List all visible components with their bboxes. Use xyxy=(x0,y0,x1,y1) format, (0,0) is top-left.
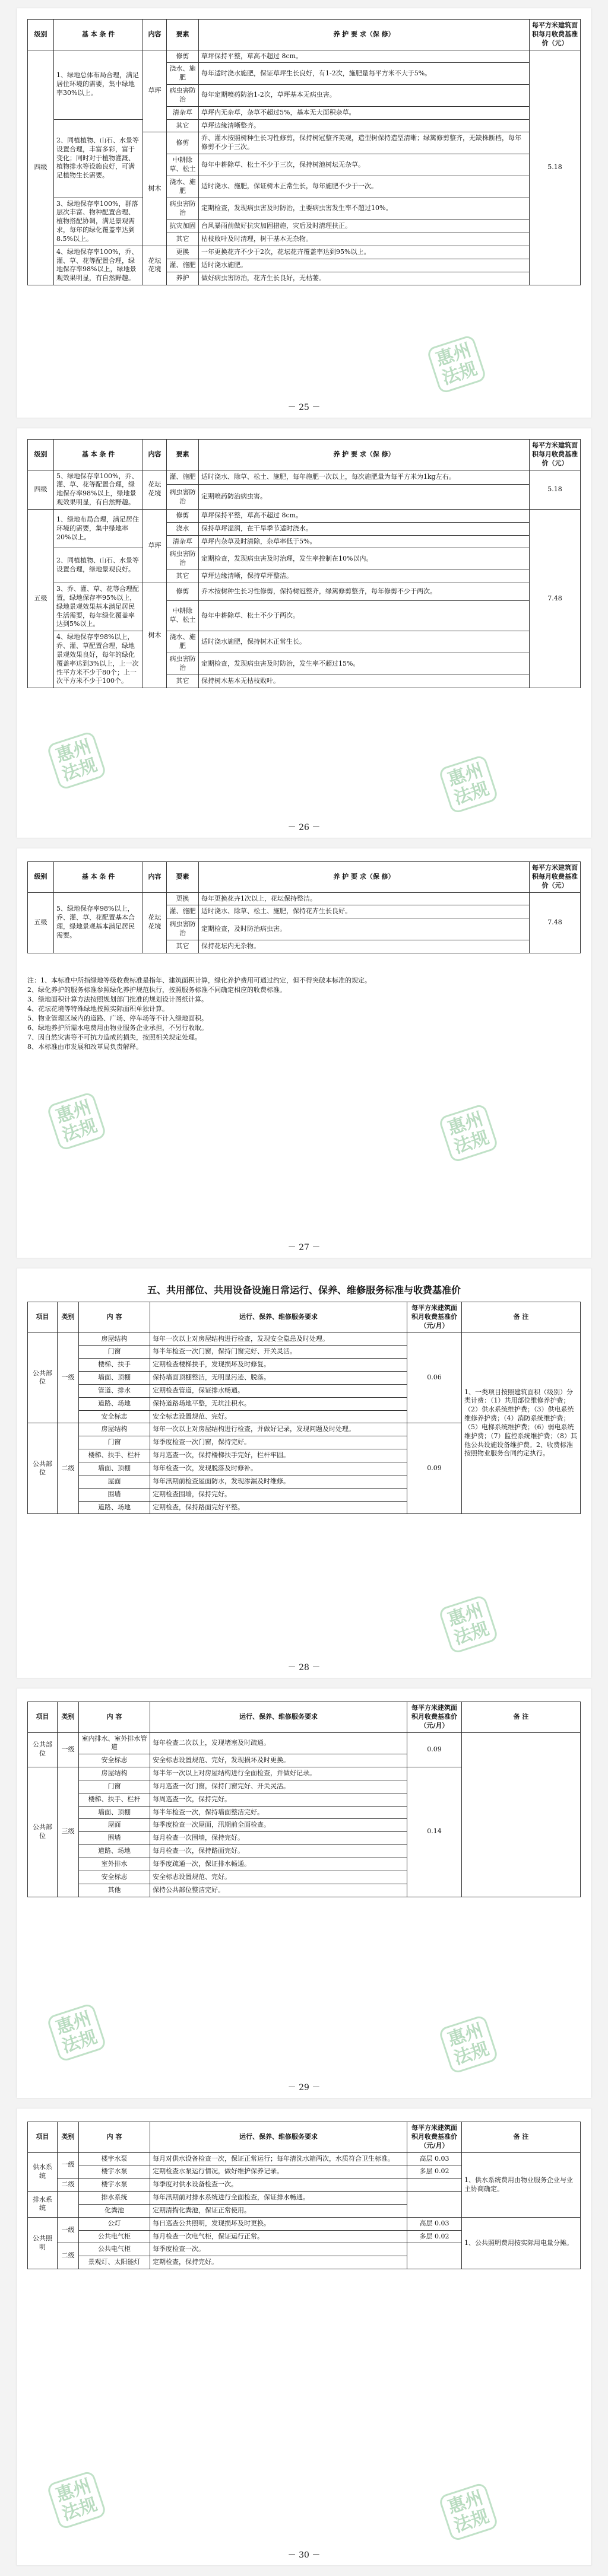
element-cell: 病虫害防治 xyxy=(167,198,199,220)
col-header-project: 项目 xyxy=(28,2122,58,2153)
col-header-grade: 类别 xyxy=(58,1302,79,1333)
condition-cell: 2、同植植物、山石、水景等设置合理，丰富多彩，富于变化；同时对于植物灌溉、植物排水等设施良好，可满足植物生长需要。 xyxy=(54,119,143,198)
requirement-cell: 草坪保持平整，草高不超过 8cm。 xyxy=(199,50,530,63)
element-cell: 更换 xyxy=(167,246,199,259)
content-cell: 门窗 xyxy=(79,1780,150,1793)
col-header-project: 项目 xyxy=(28,1702,58,1733)
requirement-cell: 每月检查一次，保持路面完好。 xyxy=(150,1845,407,1858)
remark-cell: 1、供水系统费用由物业服务企业与业主协商确定。 xyxy=(462,2152,581,2217)
element-cell: 灌、施肥 xyxy=(167,905,199,918)
requirement-cell: 适时浇水施肥，保持树木正常生长。 xyxy=(199,631,530,653)
requirement-cell: 每年更换花卉1次以上，花坛保持整洁。 xyxy=(199,892,530,905)
col-header-element: 要素 xyxy=(167,440,199,470)
content-cell: 道路、场地 xyxy=(79,1845,150,1858)
col-header-condition: 基 本 条 件 xyxy=(54,20,143,50)
category-cell: 花坛花境 xyxy=(143,892,167,953)
requirement-cell: 每半年检查一次门窗，保持门窗完好、开关灵活。 xyxy=(150,1346,407,1359)
col-header-element: 要素 xyxy=(167,20,199,50)
requirement-cell: 草坪边缘清晰整齐。 xyxy=(199,119,530,132)
price-cell xyxy=(407,2243,462,2269)
common-facility-table-3 xyxy=(27,2122,581,2269)
requirement-cell: 每半年检查一次，保持墙面整洁完好。 xyxy=(150,1806,407,1819)
level-cell: 五级 xyxy=(28,509,54,688)
grade-cell: 二级 xyxy=(58,1423,79,1514)
content-cell: 门窗 xyxy=(79,1436,150,1449)
requirement-cell: 定期检查，发现病虫害及时防治，发生率不超过15%。 xyxy=(199,653,530,675)
note-line: 6、绿地养护所需水电费用由物业服务企业承担，不另行收取。 xyxy=(27,1023,208,1032)
category-cell: 树木 xyxy=(143,583,167,688)
level-cell: 五级 xyxy=(28,892,54,953)
requirement-cell: 每年定期喷药防治1-2次，草坪基本无病虫害。 xyxy=(199,85,530,107)
page-number: － 28 － xyxy=(287,1663,321,1672)
requirement-cell: 定期清掏化粪池，保证正常使用。 xyxy=(150,2204,407,2217)
grade-cell: 一级 xyxy=(58,2217,79,2243)
condition-cell: 4、绿地保存率100%，乔、灌、草、花等配置合理，绿地保存率98%以上，绿地景观效果明显，有自然野趣。 xyxy=(54,246,143,285)
element-cell: 病虫害防治 xyxy=(167,918,199,940)
col-header-price: 每平方米建筑面积每月收费基准价（元） xyxy=(530,862,581,893)
page-number: － 26 － xyxy=(287,823,321,832)
note-line: 5、物业管理区域内的道路、广场、停车场等不计入绿地面积。 xyxy=(27,1014,208,1022)
requirement-cell: 适时浇水施肥。 xyxy=(199,259,530,272)
element-cell: 病虫害防治 xyxy=(167,548,199,570)
project-cell: 公共部位 xyxy=(28,1423,58,1514)
content-cell: 公共电气柜 xyxy=(79,2243,150,2256)
requirement-cell: 保持花坛内无杂物。 xyxy=(199,940,530,953)
requirement-cell: 每日巡查公共照明，发现损坏及时更换。 xyxy=(150,2217,407,2230)
watermark-stamp: 惠州 法规 xyxy=(426,334,487,394)
col-header-condition: 基 本 条 件 xyxy=(54,862,143,893)
content-cell: 房屋结构 xyxy=(79,1767,150,1780)
project-cell: 供水系统 xyxy=(28,2152,58,2192)
requirement-cell: 定期检查，发现病虫害及时治理，发生率控制在10%以内。 xyxy=(199,548,530,570)
element-cell: 中耕除草、松土 xyxy=(167,601,199,631)
element-cell: 浇水、施肥 xyxy=(167,176,199,198)
requirement-cell: 定期检查，保持路面完好平整。 xyxy=(150,1501,407,1514)
col-header-project: 项目 xyxy=(28,1302,58,1333)
requirement-cell: 定期检查水泵运行情况，做好维护保养记录。 xyxy=(150,2165,407,2179)
note-line: 7、因自然灾害等不可抗力造成的损失，按照相关规定处理。 xyxy=(27,1033,201,1041)
requirement-cell: 每季度检查一次屋面，汛期前全面检查。 xyxy=(150,1819,407,1832)
element-cell: 病虫害防治 xyxy=(167,485,199,510)
content-cell: 安全标志 xyxy=(79,1871,150,1884)
requirement-cell: 定期检查楼梯扶手，发现损坏及时修复。 xyxy=(150,1359,407,1372)
project-cell: 公共照明 xyxy=(28,2217,58,2269)
page-30 xyxy=(17,2108,591,2565)
grade-cell: 二级 xyxy=(58,2243,79,2269)
content-cell: 景观灯、太阳能灯 xyxy=(79,2256,150,2269)
content-cell: 道路、场地 xyxy=(79,1501,150,1514)
col-header-grade: 类别 xyxy=(58,2122,79,2153)
content-cell: 围墙 xyxy=(79,1832,150,1845)
element-cell: 养护 xyxy=(167,272,199,285)
content-cell: 门窗 xyxy=(79,1346,150,1359)
requirement-cell: 定期检查围墙，保持完好。 xyxy=(150,1488,407,1501)
element-cell: 清杂草 xyxy=(167,535,199,548)
requirement-cell: 每月巡查一次门窗，保持门窗完好、开关灵活。 xyxy=(150,1780,407,1793)
requirement-cell: 安全标志设置规范、完好。 xyxy=(150,1410,407,1423)
content-cell: 房屋结构 xyxy=(79,1332,150,1346)
page-27 xyxy=(17,848,591,1258)
price-cell xyxy=(407,2192,462,2218)
page-number: － 29 － xyxy=(287,2083,321,2092)
content-cell: 室外排水 xyxy=(79,1858,150,1871)
price-cell: 0.09 xyxy=(407,1732,462,1767)
requirement-cell: 适时浇水、除草、松土、施肥，保持花卉生长良好。 xyxy=(199,905,530,918)
content-cell: 楼梯、扶手、栏杆 xyxy=(79,1449,150,1462)
condition-cell: 2、同植植物、山石、水景等设置合理，绿地景观良好。 xyxy=(54,548,143,583)
requirement-cell: 安全标志设置规范、完好，发现损坏及时更换。 xyxy=(150,1754,407,1767)
watermark-stamp: 惠州 法规 xyxy=(438,2014,499,2074)
requirement-cell: 每季度检查一次。 xyxy=(150,2243,407,2256)
page-number: － 25 － xyxy=(287,403,321,412)
element-cell: 病虫害防治 xyxy=(167,85,199,107)
col-header-requirement: 养 护 要 求（保 修） xyxy=(199,440,530,470)
requirement-cell: 每周巡查一次，保持完好。 xyxy=(150,1793,407,1806)
content-cell: 管道、排水 xyxy=(79,1384,150,1397)
requirement-cell: 保持草坪湿润，在干旱季节适时浇水。 xyxy=(199,522,530,535)
content-cell: 楼宇水泵 xyxy=(79,2152,150,2165)
requirement-cell: 每年中耕除草、松土不少于三次，保持树池树坛无杂草。 xyxy=(199,154,530,176)
requirement-cell: 每年汛期前对排水系统进行全面检查，保证排水畅通。 xyxy=(150,2192,407,2205)
col-header-level: 级别 xyxy=(28,862,54,893)
requirement-cell: 安全标志设置规范、完好。 xyxy=(150,1871,407,1884)
content-cell: 楼宇水泵 xyxy=(79,2179,150,2192)
requirement-cell: 每年中耕除草、松土不少于两次。 xyxy=(199,601,530,631)
content-cell: 安全标志 xyxy=(79,1754,150,1767)
col-header-element: 要素 xyxy=(167,862,199,893)
note-line: 2、绿化养护的服务标准参照绿化养护规范执行，按照服务标准不同确定相应的收费标准。 xyxy=(27,985,286,994)
requirement-cell: 保持公共部位整洁完好。 xyxy=(150,1884,407,1897)
element-cell: 更换 xyxy=(167,892,199,905)
content-cell: 化粪池 xyxy=(79,2204,150,2217)
element-cell: 修剪 xyxy=(167,132,199,154)
requirement-cell: 定期检查，保持完好。 xyxy=(150,2256,407,2269)
requirement-cell: 每年一次以上对房屋结构进行检查，发现安全隐患及时处理。 xyxy=(150,1332,407,1346)
grade-cell: 三级 xyxy=(58,1767,79,1897)
requirement-cell: 定期喷药防治病虫害。 xyxy=(199,485,530,510)
condition-cell: 5、绿地保存率98%以上，乔、灌、草、花配置基本合理，绿地景观基本满足居民需要。 xyxy=(54,892,143,953)
requirement-cell: 定期检查，发现病虫害及时防治，主要病虫害发生率不超过10%。 xyxy=(199,198,530,220)
element-cell: 浇水、施肥 xyxy=(167,63,199,85)
watermark-stamp: 惠州 法规 xyxy=(438,2482,499,2542)
col-header-requirement: 养 护 要 求（保 修） xyxy=(199,20,530,50)
col-header-price: 每平方米建筑面积月收费基准价（元/月） xyxy=(407,2122,462,2153)
content-cell: 楼梯、扶手 xyxy=(79,1359,150,1372)
requirement-cell: 每年适时浇水施肥，保证草坪生长良好，有1-2次，施肥量每平方米不大于5%。 xyxy=(199,63,530,85)
price-cell: 5.18 xyxy=(530,50,581,285)
condition-cell: 3、乔、灌、草、花等合理配置，绿地保存率95%以上，绿地景观效果基本满足居民生活需要，每年绿化覆盖率达到5%以上。 xyxy=(54,583,143,631)
price-cell: 0.09 xyxy=(407,1423,462,1514)
content-cell: 围墙 xyxy=(79,1488,150,1501)
project-cell: 公共部位 xyxy=(28,1732,58,1767)
watermark-stamp: 惠州 法规 xyxy=(438,1594,499,1654)
col-header-content: 内 容 xyxy=(79,1702,150,1733)
col-header-content: 内 容 xyxy=(79,2122,150,2153)
requirement-cell: 每季度疏通一次，保证排水畅通。 xyxy=(150,1858,407,1871)
condition-cell: 4、绿地保存率98%以上，乔、灌、草配置合理，绿地景观效果良好，每年的绿化覆盖率达到3%以上，上一次性平方米不少于80个；上一次平方米不少于100个。 xyxy=(54,631,143,688)
col-header-grade: 类别 xyxy=(58,1702,79,1733)
content-cell: 墙面、顶棚 xyxy=(79,1462,150,1475)
level-cell: 四级 xyxy=(28,470,54,509)
requirement-cell: 每年检查二次以上，发现堵塞及时疏通。 xyxy=(150,1732,407,1754)
element-cell: 抗灾加固 xyxy=(167,220,199,233)
content-cell: 屋面 xyxy=(79,1475,150,1488)
greening-table-2 xyxy=(27,439,581,688)
watermark-stamp: 惠州 法规 xyxy=(46,730,107,790)
content-cell: 墙面、顶棚 xyxy=(79,1372,150,1385)
category-cell: 树木 xyxy=(143,132,167,246)
price-cell: 0.06 xyxy=(407,1332,462,1423)
element-cell: 其它 xyxy=(167,940,199,953)
col-header-requirement: 运行、保养、维修服务要求 xyxy=(150,1302,407,1333)
price-cell: 高层 0.03 xyxy=(407,2152,462,2165)
element-cell: 病虫害防治 xyxy=(167,653,199,675)
condition-cell: 1、绿地总体布局合理，满足居住环境的需要，集中绿地率30%以上。 xyxy=(54,50,143,119)
requirement-cell: 保持墙面顶棚整洁，无明显污迹、脱落。 xyxy=(150,1372,407,1385)
element-cell: 中耕除草、松土 xyxy=(167,154,199,176)
price-cell: 7.48 xyxy=(530,509,581,688)
category-cell: 草坪 xyxy=(143,50,167,132)
price-cell: 0.14 xyxy=(407,1767,462,1897)
requirement-cell: 乔木按树种生长习性修剪，保持树冠整齐，绿篱修剪整齐，每年修剪不少于两次。 xyxy=(199,583,530,600)
requirement-cell: 枯枝败叶及时清理，树干基本无杂物。 xyxy=(199,233,530,246)
content-cell: 安全标志 xyxy=(79,1410,150,1423)
common-facility-table-1 xyxy=(27,1302,581,1514)
requirement-cell: 定期检查管道，保证排水畅通。 xyxy=(150,1384,407,1397)
element-cell: 其它 xyxy=(167,570,199,583)
content-cell: 屋面 xyxy=(79,1819,150,1832)
element-cell: 浇水 xyxy=(167,522,199,535)
content-cell: 房屋结构 xyxy=(79,1423,150,1436)
col-header-price: 每平方米建筑面积每月收费基准价（元） xyxy=(530,440,581,470)
requirement-cell: 做好病虫害防治，花卉生长良好，无枯萎。 xyxy=(199,272,530,285)
content-cell: 楼梯、扶手、栏杆 xyxy=(79,1793,150,1806)
element-cell: 修剪 xyxy=(167,50,199,63)
page-28 xyxy=(17,1268,591,1678)
requirement-cell: 适时浇水、施肥，保证树木正常生长，每年施肥不少于一次。 xyxy=(199,176,530,198)
category-cell: 花坛花境 xyxy=(143,246,167,285)
requirement-cell: 草坪内无杂草，杂草不超过5%，基本无大面积杂草。 xyxy=(199,106,530,119)
price-cell: 多层 0.02 xyxy=(407,2165,462,2179)
requirement-cell: 每月对供水设备检查一次，保证正常运行；每年清洗水箱两次，水质符合卫生标准。 xyxy=(150,2152,407,2165)
page-25 xyxy=(17,8,591,418)
requirement-cell: 一年更换花卉不少于2次，花坛花卉覆盖率达到95%以上。 xyxy=(199,246,530,259)
watermark-stamp: 惠州 法规 xyxy=(438,1103,499,1163)
requirement-cell: 每年一次以上对房屋结构进行检查，并做好记录，发现问题及时处理。 xyxy=(150,1423,407,1436)
col-header-remark: 备 注 xyxy=(462,1702,581,1733)
element-cell: 修剪 xyxy=(167,509,199,522)
grade-cell: 一级 xyxy=(58,1332,79,1423)
content-cell: 道路、场地 xyxy=(79,1397,150,1410)
remark-cell xyxy=(462,1732,581,1897)
grade-cell: 一级 xyxy=(58,1732,79,1767)
element-cell: 灌、施肥 xyxy=(167,259,199,272)
common-facility-table-2 xyxy=(27,1702,581,1897)
category-cell: 花坛花境 xyxy=(143,470,167,509)
grade-cell xyxy=(58,2192,79,2218)
condition-cell: 1、绿地布局合理，满足居住环境的需要，集中绿地率20%以上。 xyxy=(54,509,143,548)
requirement-cell: 乔、灌木按照树种生长习性修剪，保持树冠整齐美观，造型树保持造型清晰；绿篱修剪整齐，无缺株断档，每年修剪不少于三次。 xyxy=(199,132,530,154)
notes-block xyxy=(27,976,581,1052)
note-line: 3、绿地面积计算方法按照规划部门批准的规划设计图纸计算。 xyxy=(27,995,208,1003)
watermark-stamp: 惠州 法规 xyxy=(46,2002,107,2062)
watermark-stamp: 惠州 法规 xyxy=(46,2470,107,2530)
project-cell: 公共部位 xyxy=(28,1332,58,1423)
grade-cell: 二级 xyxy=(58,2179,79,2192)
element-cell: 灌、施肥 xyxy=(167,470,199,485)
requirement-cell: 适时浇水、除草、松土、施肥，每年施肥一次以上，每次施肥量为每平方米为1kg左右。 xyxy=(199,470,530,485)
col-header-content: 内容 xyxy=(143,862,167,893)
col-header-condition: 基 本 条 件 xyxy=(54,440,143,470)
requirement-cell: 保持道路场地平整，无坑洼积水。 xyxy=(150,1397,407,1410)
price-cell xyxy=(407,2179,462,2192)
element-cell: 修剪 xyxy=(167,583,199,600)
element-cell: 浇水、施肥 xyxy=(167,631,199,653)
price-cell: 高层 0.03 xyxy=(407,2217,462,2230)
project-cell: 公共部位 xyxy=(28,1767,58,1897)
level-cell: 四级 xyxy=(28,50,54,285)
requirement-cell: 每年检查一次，发现脱落及时修补。 xyxy=(150,1462,407,1475)
col-header-level: 级别 xyxy=(28,20,54,50)
element-cell: 其它 xyxy=(167,675,199,688)
requirement-cell: 每月检查一次围墙，保持完好。 xyxy=(150,1832,407,1845)
content-cell: 墙面、顶棚 xyxy=(79,1806,150,1819)
requirement-cell: 每半年一次以上对房屋结构进行全面检查，并做好记录。 xyxy=(150,1767,407,1780)
content-cell: 室内排水、室外排水管道 xyxy=(79,1732,150,1754)
element-cell: 清杂草 xyxy=(167,106,199,119)
col-header-content: 内 容 xyxy=(79,1302,150,1333)
col-header-level: 级别 xyxy=(28,440,54,470)
requirement-cell: 每季度检查一次门窗，保持完好。 xyxy=(150,1436,407,1449)
requirement-cell: 草坪内杂草及时清除，杂草率低于5%。 xyxy=(199,535,530,548)
section-title: 五、共用部位、共用设备设施日常运行、保养、维修服务标准与收费基准价 xyxy=(147,1284,461,1296)
page-number: － 27 － xyxy=(287,1243,321,1252)
condition-cell: 5、绿地保存率100%，乔、灌、草、花等配置合理，绿地保存率98%以上，绿地景观效果明显，有自然野趣。 xyxy=(54,470,143,509)
category-cell: 草坪 xyxy=(143,509,167,583)
content-cell: 其他 xyxy=(79,1884,150,1897)
col-header-price: 每平方米建筑面积每月收费基准价（元） xyxy=(530,20,581,50)
col-header-requirement: 运行、保养、维修服务要求 xyxy=(150,2122,407,2153)
requirement-cell: 每季度对供水设备检查一次。 xyxy=(150,2179,407,2192)
element-cell: 其它 xyxy=(167,119,199,132)
col-header-price: 每平方米建筑面积月收费基准价（元/月） xyxy=(407,1302,462,1333)
content-cell: 公灯 xyxy=(79,2217,150,2230)
page-26 xyxy=(17,428,591,838)
requirement-cell: 保持树木基本无枯枝败叶。 xyxy=(199,675,530,688)
col-header-requirement: 运行、保养、维修服务要求 xyxy=(150,1702,407,1733)
note-line: 注：1、本标准中所指绿地等级收费标准是指年、建筑面积计算，绿化养护费用可通过约定，但不得突破本标准的规定。 xyxy=(27,977,371,984)
watermark-stamp: 惠州 法规 xyxy=(46,1091,107,1151)
element-cell: 其它 xyxy=(167,233,199,246)
page-number: － 30 － xyxy=(287,2550,321,2560)
requirement-cell: 每月巡查一次，保持楼梯扶手完好，栏杆牢固。 xyxy=(150,1449,407,1462)
col-header-content: 内容 xyxy=(143,20,167,50)
greening-table-3 xyxy=(27,861,581,953)
col-header-requirement: 养 护 要 求（保 修） xyxy=(199,862,530,893)
project-cell: 排水系统 xyxy=(28,2192,58,2218)
page-29 xyxy=(17,1688,591,2098)
note-line: 4、花坛花境等特殊绿地按照实际面积单独计算。 xyxy=(27,1004,169,1013)
condition-cell: 3、绿地保存率100%，群落层次丰富、物种配置合理、植物搭配协调，满足景观需求，每年的绿化覆盖率达到8.5%以上。 xyxy=(54,198,143,246)
requirement-cell: 每月检查一次电气柜，保证运行正常。 xyxy=(150,2230,407,2243)
note-line: 8、本标准由市发展和改革局负责解释。 xyxy=(27,1042,142,1051)
price-cell: 5.18 xyxy=(530,470,581,509)
content-cell: 楼宇水泵 xyxy=(79,2165,150,2179)
greening-table-1 xyxy=(27,19,581,285)
requirement-cell: 台风暴雨前做好抗灾加固措施，灾后及时清理扶正。 xyxy=(199,220,530,233)
remark-cell: 1、一类项目按照建筑面积（级别）分类计费：（1）共用部位维修养护费；（2）供水系统维护费；（3）供电系统维修养护费；（4）消防系统维护费；（5）电梯系统维护费；（6）弱电系统维护费；（7）监控系统维护费；（8）其他公共设施设备维护费。2、收费标准按照物业服务合同约定执行。 xyxy=(462,1332,581,1514)
grade-cell: 一级 xyxy=(58,2152,79,2179)
col-header-remark: 备 注 xyxy=(462,1302,581,1333)
requirement-cell: 每年汛期前检查屋面防水，发现渗漏及时维修。 xyxy=(150,1475,407,1488)
price-cell: 多层 0.02 xyxy=(407,2230,462,2243)
col-header-content: 内容 xyxy=(143,440,167,470)
col-header-price: 每平方米建筑面积月收费基准价（元/月） xyxy=(407,1702,462,1733)
content-cell: 公共电气柜 xyxy=(79,2230,150,2243)
price-cell: 7.48 xyxy=(530,892,581,953)
requirement-cell: 草坪边缘清晰，保持草坪整洁。 xyxy=(199,570,530,583)
col-header-remark: 备 注 xyxy=(462,2122,581,2153)
remark-cell: 1、公共照明费用按实际用电量分摊。 xyxy=(462,2217,581,2269)
content-cell: 排水系统 xyxy=(79,2192,150,2205)
requirement-cell: 定期检查，及时防治病虫害。 xyxy=(199,918,530,940)
requirement-cell: 草坪保持平整，草高不超过 8cm。 xyxy=(199,509,530,522)
watermark-stamp: 惠州 法规 xyxy=(438,754,499,814)
